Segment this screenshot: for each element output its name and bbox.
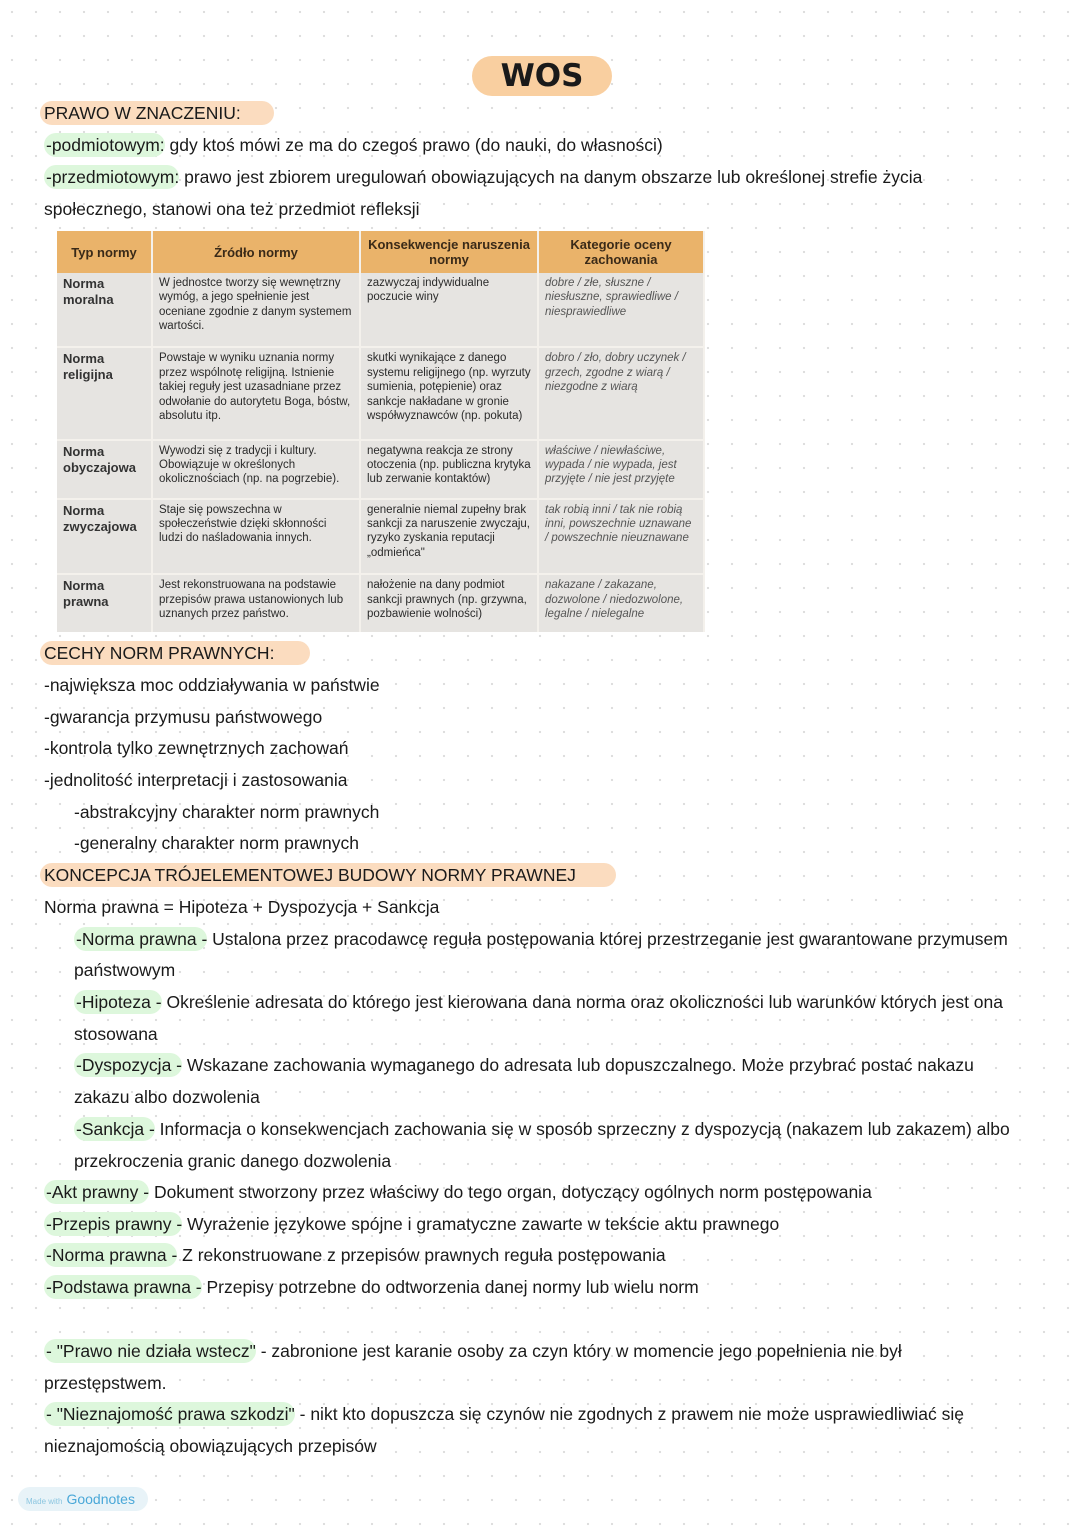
table-cell: Norma moralna bbox=[57, 273, 152, 347]
table-row bbox=[57, 347, 704, 439]
table-cell: dobro / zło, dobry uczynek / grzech, zgodne z wiarą / niezgodne z wiarą bbox=[538, 347, 704, 439]
table-row bbox=[57, 273, 704, 347]
definition-cont: zakazu albo dozwolenia bbox=[74, 1087, 260, 1107]
goodnotes-brand: Goodnotes bbox=[66, 1491, 135, 1507]
term-podmiotowe: -podmiotowym: bbox=[46, 135, 165, 155]
term-przedmiotowe: -przedmiotowym: bbox=[46, 167, 180, 187]
definition-podmiotowe: -podmiotowym: gdy ktoś mówi ze ma do czegoś prawo (do nauki, do własności) bbox=[46, 135, 663, 155]
definition-cont: państwowym bbox=[74, 960, 176, 980]
definition-dyspozycja: -Dyspozycja - Wskazane zachowania wymaganego do adresata lub dopuszczalnego. Może przybrać postać nakazu bbox=[76, 1055, 974, 1075]
term-highlight: -Norma prawna - bbox=[46, 1245, 178, 1265]
term-highlight: -Hipoteza - bbox=[76, 992, 162, 1012]
section-heading-koncepcja: KONCEPCJA TRÓJELEMENTOWEJ BUDOWY NORMY PRAWNEJ bbox=[44, 865, 576, 885]
formula: Norma prawna = Hipoteza + Dyspozycja + Sankcja bbox=[44, 897, 440, 917]
list-item: -największa moc oddziaływania w państwie bbox=[44, 675, 380, 695]
table-row bbox=[57, 574, 704, 632]
definition-cont: przekroczenia granic danego dozwolenia bbox=[74, 1151, 392, 1171]
term-podstawa-prawna: -Podstawa prawna - Przepisy potrzebne do odtworzenia danej normy lub wielu norm bbox=[46, 1277, 699, 1297]
table-row bbox=[57, 440, 704, 499]
table-cell: Norma religijna bbox=[57, 347, 152, 439]
table-header: Źródło normy bbox=[152, 231, 360, 273]
term-highlight: -Sankcja - bbox=[76, 1119, 155, 1139]
definition-norma-prawna: -Norma prawna - Ustalona przez pracodawcę reguła postępowania której przestrzeganie jest gwarantowane przymusem bbox=[76, 929, 1008, 949]
term-highlight: - "Prawo nie działa wstecz" bbox=[46, 1341, 256, 1361]
definition-przedmiotowe-cont: społecznego, stanowi ona też przedmiot refleksji bbox=[44, 199, 420, 219]
definition-cont: stosowana bbox=[74, 1024, 158, 1044]
table-cell: dobre / złe, słuszne / niesłuszne, sprawiedliwe / niesprawiedliwe bbox=[538, 273, 704, 347]
term-highlight: -Akt prawny - bbox=[46, 1182, 150, 1202]
table-cell: Norma prawna bbox=[57, 574, 152, 632]
term-highlight: -Norma prawna - bbox=[76, 929, 208, 949]
maxim-cont: przestępstwem. bbox=[44, 1373, 167, 1393]
table-cell: Norma obyczajowa bbox=[57, 440, 152, 499]
table-cell: Wywodzi się z tradycji i kultury. Obowiązuje w określonych okolicznościach (np. na pogrzebie). bbox=[152, 440, 360, 499]
list-item: -kontrola tylko zewnętrznych zachowań bbox=[44, 738, 349, 758]
maxim-nieznajomosc-prawa: - "Nieznajomość prawa szkodzi" - nikt kto dopuszcza się czynów nie zgodnych z prawem nie może usprawiedliwiać się bbox=[46, 1404, 964, 1424]
list-subitem: -abstrakcyjny charakter norm prawnych bbox=[74, 802, 380, 822]
table-cell: generalnie niemal zupełny brak sankcji za naruszenie zwyczaju, ryzyko zyskania reputacji „odmieńca" bbox=[360, 499, 538, 575]
table-header-row bbox=[57, 231, 704, 273]
section-heading-cechy: CECHY NORM PRAWNYCH: bbox=[44, 643, 275, 663]
norms-table bbox=[57, 231, 705, 632]
table-cell: Norma zwyczajowa bbox=[57, 499, 152, 575]
goodnotes-badge: Made with Goodnotes bbox=[18, 1487, 148, 1511]
table-cell: nakazane / zakazane, dozwolone / niedozwolone, legalne / nielegalne bbox=[538, 574, 704, 632]
table-cell: skutki wynikające z danego systemu religijnego (np. wyrzuty sumienia, potępienie) oraz sankcje nakładane w gronie współwyznawców (np. pokuta) bbox=[360, 347, 538, 439]
definition-hipoteza: -Hipoteza - Określenie adresata do którego jest kierowana dana norma oraz okoliczności lub warunków których jest ona bbox=[76, 992, 1004, 1012]
table-cell: Powstaje w wyniku uznania normy przez wspólnotę religijną. Istnienie takiej reguły jest uzasadniane przez odwołanie do autorytetu Boga, bóstw, absolutu itp. bbox=[152, 347, 360, 439]
list-item: -gwarancja przymusu państwowego bbox=[44, 707, 323, 727]
term-akt-prawny: -Akt prawny - Dokument stworzony przez właściwy do tego organ, dotyczący ogólnych norm postępowania bbox=[46, 1182, 872, 1202]
list-subitem: -generalny charakter norm prawnych bbox=[74, 833, 359, 853]
term-highlight: -Dyspozycja - bbox=[76, 1055, 182, 1075]
definition-przedmiotowe: -przedmiotowym: prawo jest zbiorem uregulowań obowiązujących na danym obszarze lub określonej strefie życia bbox=[46, 167, 923, 187]
term-przepis-prawny: -Przepis prawny - Wyrażenie językowe spójne i gramatyczne zawarte w tekście aktu prawnego bbox=[46, 1214, 780, 1234]
table-cell: negatywna reakcja ze strony otoczenia (np. publiczna krytyka lub zerwanie kontaktów) bbox=[360, 440, 538, 499]
term-highlight: -Podstawa prawna - bbox=[46, 1277, 202, 1297]
table-cell: zazwyczaj indywidualne poczucie winy bbox=[360, 273, 538, 347]
page-title: WOS bbox=[472, 56, 612, 96]
list-item: -jednolitość interpretacji i zastosowania bbox=[44, 770, 348, 790]
maxim-cont: nieznajomością obowiązujących przepisów bbox=[44, 1436, 377, 1456]
table-cell: tak robią inni / tak nie robią inni, powszechnie uznawane / powszechnie nieuznawane bbox=[538, 499, 704, 575]
term-highlight: -Przepis prawny - bbox=[46, 1214, 183, 1234]
table-header: Typ normy bbox=[57, 231, 152, 273]
table-cell: Jest rekonstruowana na podstawie przepisów prawa ustanowionych lub uznanych przez państwo. bbox=[152, 574, 360, 632]
table-row bbox=[57, 499, 704, 575]
table-cell: Staje się powszechna w społeczeństwie dzięki skłonności ludzi do naśladowania innych. bbox=[152, 499, 360, 575]
term-highlight: - "Nieznajomość prawa szkodzi" bbox=[46, 1404, 295, 1424]
table-cell: właściwe / niewłaściwe, wypada / nie wypada, jest przyjęte / nie jest przyjęte bbox=[538, 440, 704, 499]
section-heading-prawo: PRAWO W ZNACZENIU: bbox=[44, 103, 241, 123]
term-norma-prawna: -Norma prawna - Z rekonstruowane z przepisów prawnych reguła postępowania bbox=[46, 1245, 666, 1265]
table-cell: nałożenie na dany podmiot sankcji prawnych (np. grzywna, pozbawienie wolności) bbox=[360, 574, 538, 632]
definition-sankcja: -Sankcja - Informacja o konsekwencjach zachowania się w sposób sprzeczny z dyspozycją (nakazem lub zakazem) albo bbox=[76, 1119, 1010, 1139]
table-header: Kategorie oceny zachowania bbox=[538, 231, 704, 273]
table-cell: W jednostce tworzy się wewnętrzny wymóg, a jego spełnienie jest oceniane zgodnie z danym systemem wartości. bbox=[152, 273, 360, 347]
maxim-prawo-nie-dziala-wstecz: - "Prawo nie działa wstecz" - zabronione jest karanie osoby za czyn który w momencie jego popełnienia nie był bbox=[46, 1341, 902, 1361]
table-header: Konsekwencje naruszenia normy bbox=[360, 231, 538, 273]
